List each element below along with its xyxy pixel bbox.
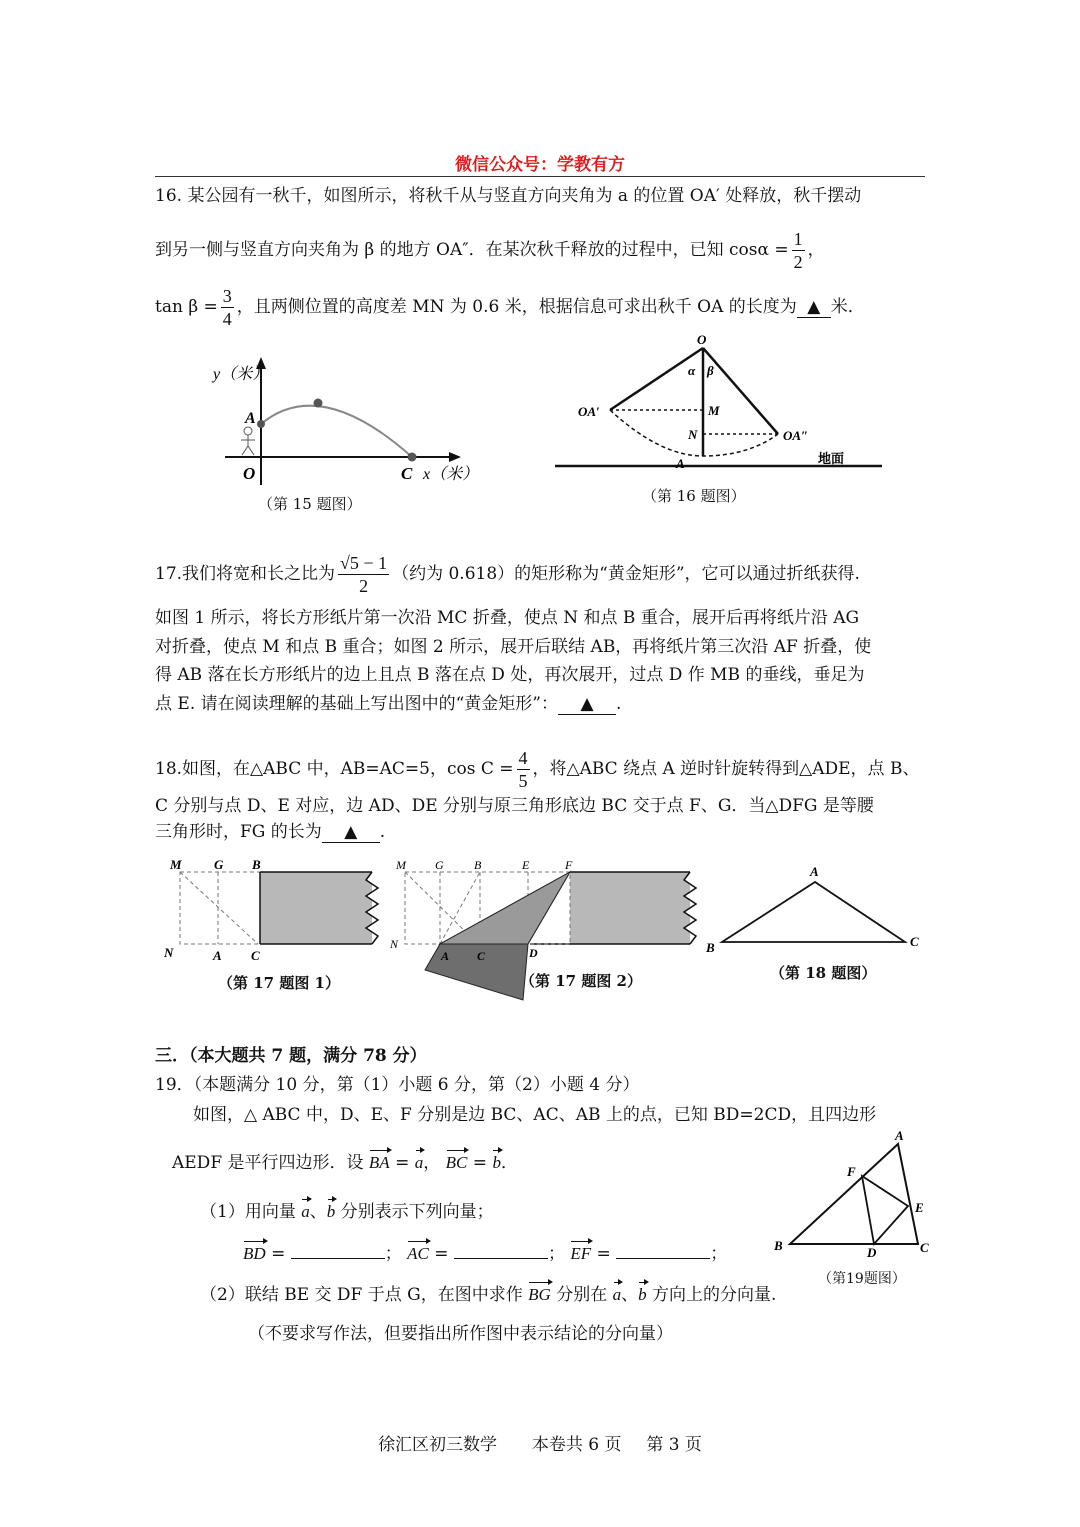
q19-vec-b: b (492, 1153, 501, 1172)
fig17-1-label-n: N (164, 945, 174, 960)
q19-line-2a: AEDF 是平行四边形．设 (172, 1153, 364, 1173)
fig17-1-caption: （第 17 题图 1） (218, 974, 340, 992)
fig16-oa1: OA′ (578, 404, 600, 419)
fig19-triangle (790, 1144, 918, 1244)
q19-ef-blank[interactable] (616, 1258, 710, 1259)
fig17-2-label-b: B (474, 858, 482, 872)
fig17-2-label-m: M (396, 858, 406, 872)
fig17-1-dashed-lines (180, 872, 260, 944)
q18-line-3-text: 三角形时，FG 的长为 (155, 822, 322, 842)
fig19-aux (874, 1144, 898, 1244)
fig18-caption: （第 18 题图） (770, 964, 877, 982)
q19-vec-ac: AC (407, 1244, 429, 1263)
fig19-label-a: A (895, 1128, 904, 1143)
fig16-rope-left (610, 348, 703, 410)
fig17-2-fold-triangle (440, 872, 570, 944)
fig19-parallelogram (862, 1176, 908, 1244)
fig15-point-a (257, 420, 265, 428)
q16-line-3 (155, 285, 925, 330)
fig18-label-b: B (706, 940, 715, 955)
q17-line-3: 对折叠，使点 M 和点 B 重合；如图 2 所示，展开后联结 AB，再将纸片第三次沿 AF 折叠，使 (155, 637, 872, 657)
header-rule (155, 176, 925, 177)
q19-part-2b: 分别在 (556, 1285, 608, 1305)
fig15-person-icon (241, 427, 255, 455)
fig15-point-c (408, 453, 417, 462)
q17-line-4: 得 AB 落在长方形纸片的边上且点 B 落在点 D 处，再次展开，过点 D 作 MB 的垂线，垂足为 (155, 665, 865, 685)
q17-line-5: 点 E. 请在阅读理解的基础上写出图中的“黄金矩形”： ▲ . (155, 694, 622, 714)
fig15-trajectory (261, 406, 412, 457)
q18-line-1b: ，将△ABC 绕点 A 逆时针旋转得到△ADE，点 B、 (532, 759, 920, 779)
footer-page-number: 第 3 页 (646, 1435, 702, 1455)
fig18-triangle (722, 882, 905, 942)
fig19-label-b: B (774, 1238, 783, 1253)
fig15-x-label: x（米） (423, 466, 479, 483)
q19-vec-a: a (414, 1153, 424, 1172)
q16-line-2: 到另一侧与竖直方向夹角为 β 的地方 OA″．在某次秋千释放的过程中，已知 cosα = $\frac{1}{2}$ ， (155, 229, 825, 272)
q19-line-1: 如图，△ ABC 中，D、E、F 分别是边 BC、AC、AB 上的点，已知 BD=2CD，且四边形 (193, 1105, 877, 1125)
q16-cos-fraction (792, 228, 805, 273)
fig19-label-f: F (847, 1164, 856, 1179)
fig16-oa2: OA″ (783, 428, 809, 443)
fig17-1-label-g: G (214, 857, 224, 872)
q17-line-1b: （约为 0.618）的矩形称为“黄金矩形”，它可以通过折纸获得. (392, 564, 860, 584)
footer-school: 徐汇区初三数学 (378, 1435, 498, 1455)
fig19-label-d: D (867, 1245, 877, 1260)
fig16-caption: （第 16 题图） (642, 487, 746, 505)
fig19-label-e: E (915, 1200, 924, 1215)
q18-line-1a: 18.如图，在△ABC 中，AB=AC=5，cos C = (155, 759, 514, 779)
q19-part-2c: 方向上的分向量. (652, 1285, 777, 1305)
q18-line-1 (155, 747, 925, 792)
q18-cos-num: 4 (518, 748, 528, 768)
fig17-2-paper (570, 872, 690, 944)
q19-note: （不要求写作法，但要指出所作图中表示结论的分向量） (248, 1324, 673, 1344)
q16-tan-label: tan β = (155, 297, 218, 317)
fig15-caption: （第 15 题图） (258, 495, 362, 513)
q19-vec-ba: BA (368, 1153, 390, 1172)
q19-part-2a: （2）联结 BE 交 DF 于点 G，在图中求作 (200, 1285, 523, 1305)
fig15-a-label: A (245, 410, 256, 427)
q17-fraction (338, 552, 389, 597)
q17-line-1 (155, 552, 925, 597)
fig19-diagram (770, 1128, 935, 1258)
q17-frac-num: √5 − 1 (340, 553, 388, 573)
fig15-o-label: O (243, 464, 256, 483)
fig16-a: A (676, 456, 685, 471)
q19-vec-ef: EF (570, 1244, 592, 1263)
fig17-1-label-b: B (252, 857, 261, 872)
fig18-label-c: C (910, 934, 919, 949)
q19-part1-vec-b: b (326, 1202, 336, 1221)
q19-vec-bc: BC (445, 1153, 468, 1172)
q19-header: 19．（本题满分 10 分，第（1）小题 6 分，第（2）小题 4 分） (155, 1075, 640, 1095)
fig17-2-label-d: D (529, 946, 538, 960)
q16-line-1: 16. 某公园有一秋千，如图所示，将秋千从与竖直方向夹角为 a 的位置 OA′ 处释放，秋千摆动 (155, 186, 862, 206)
q19-line-2: AEDF 是平行四边形．设 BA = a， BC = b． (172, 1153, 518, 1173)
q18-line-2: C 分别与点 D、E 对应，边 AD、DE 分别与原三角形底边 BC 交于点 F、G．当△DFG 是等腰 (155, 796, 874, 816)
fig17-2-label-g: G (435, 858, 444, 872)
section-3-title: 三．（本大题共 7 题，满分 78 分） (155, 1046, 427, 1066)
fig16-rope-right (703, 348, 778, 434)
q19-vec-bd: BD (243, 1244, 266, 1263)
q16-answer-blank[interactable]: ▲ (797, 297, 831, 318)
q19-part2-vec-b: b (638, 1285, 647, 1304)
fig17-2-label-f: F (565, 858, 573, 872)
q16-cos-den: 2 (793, 252, 803, 272)
fig16-alpha: α (688, 363, 696, 378)
fig19-label-c: C (920, 1240, 929, 1255)
q19-part1-vec-a: a (301, 1202, 310, 1221)
q16-cos-num: 1 (793, 229, 803, 249)
q18-cos-fraction (517, 747, 530, 792)
q16-line-3-text: ，且两侧位置的高度差 MN 为 0.6 米，根据信息可求出秋千 OA 的长度为 (236, 297, 797, 317)
q19-vec-bg: BG (528, 1285, 551, 1304)
fig16-o: O (697, 332, 707, 347)
q19-part2-vec-a: a (612, 1285, 622, 1304)
fig17-2-label-n: N (390, 937, 399, 951)
footer-total-pages: 本卷共 6 页 (531, 1435, 622, 1455)
q19-bd-blank[interactable] (291, 1258, 385, 1259)
q16-tan-num: 3 (222, 286, 232, 306)
q17-answer-blank[interactable]: ▲ (558, 694, 616, 715)
fig15-diagram (205, 355, 479, 495)
fig18-diagram (700, 862, 925, 957)
watermark: 微信公众号：学教有方 (455, 155, 625, 175)
q19-part-1: （1）用向量 a、b 分别表示下列向量； (200, 1202, 494, 1222)
fig17-1-label-m: M (170, 857, 182, 872)
q17-frac-den: 2 (359, 576, 369, 596)
q19-part-2: （2）联结 BE 交 DF 于点 G，在图中求作 BG 分别在 a、b 方向上的分向量. (200, 1285, 777, 1305)
q18-answer-blank[interactable]: ▲ (322, 822, 380, 843)
fig15-x-arrow (449, 452, 461, 462)
q18-line-3: 三角形时，FG 的长为 ▲ . (155, 822, 386, 842)
q19-part-1b-text: 分别表示下列向量； (340, 1202, 494, 1222)
fig17-1-label-c: C (251, 948, 260, 963)
q17-line-1a: 17.我们将宽和长之比为 (155, 564, 336, 584)
fig17-2-caption: （第 17 题图 2） (520, 972, 642, 990)
q16-line-2-text: 到另一侧与竖直方向夹角为 β 的地方 OA″．在某次秋千释放的过程中，已知 cosα = (155, 240, 789, 260)
fig15-c-label: C (401, 464, 413, 483)
fig19-caption: （第19题图） (818, 1271, 906, 1287)
q16-tan-den: 4 (222, 309, 232, 329)
q19-blanks-row: BD = ； AC = ； EF = ； (243, 1244, 728, 1264)
q16-unit: 米． (830, 297, 865, 317)
fig17-1-paper (260, 872, 372, 944)
q19-part-1-text: （1）用向量 (200, 1202, 296, 1222)
fig16-diagram (550, 330, 890, 480)
q18-cos-den: 5 (518, 771, 528, 791)
fig15-vertex (314, 399, 323, 408)
fig16-ground-label: 地面 (818, 452, 845, 467)
fig16-m: M (708, 403, 720, 418)
fig16-beta: β (707, 363, 714, 378)
page-footer (0, 1430, 1080, 1455)
fig17-1-diagram (160, 852, 385, 967)
q19-ac-blank[interactable] (454, 1258, 548, 1259)
q16-tan-fraction (221, 285, 234, 330)
fig17-2-label-a: A (441, 949, 450, 963)
q17-line-2: 如图 1 所示，将长方形纸片第一次沿 MC 折叠，使点 N 和点 B 重合，展开后再将纸片沿 AG (155, 608, 860, 628)
q17-line-5-text: 点 E. 请在阅读理解的基础上写出图中的“黄金矩形”： (155, 694, 559, 714)
fig15-y-label: y（米） (213, 366, 269, 383)
fig16-n: N (688, 427, 698, 442)
fig17-2-label-e: E (522, 858, 530, 872)
fig17-1-label-a: A (213, 948, 222, 963)
fig17-2-label-c: C (477, 949, 486, 963)
fig18-label-a: A (810, 864, 819, 879)
